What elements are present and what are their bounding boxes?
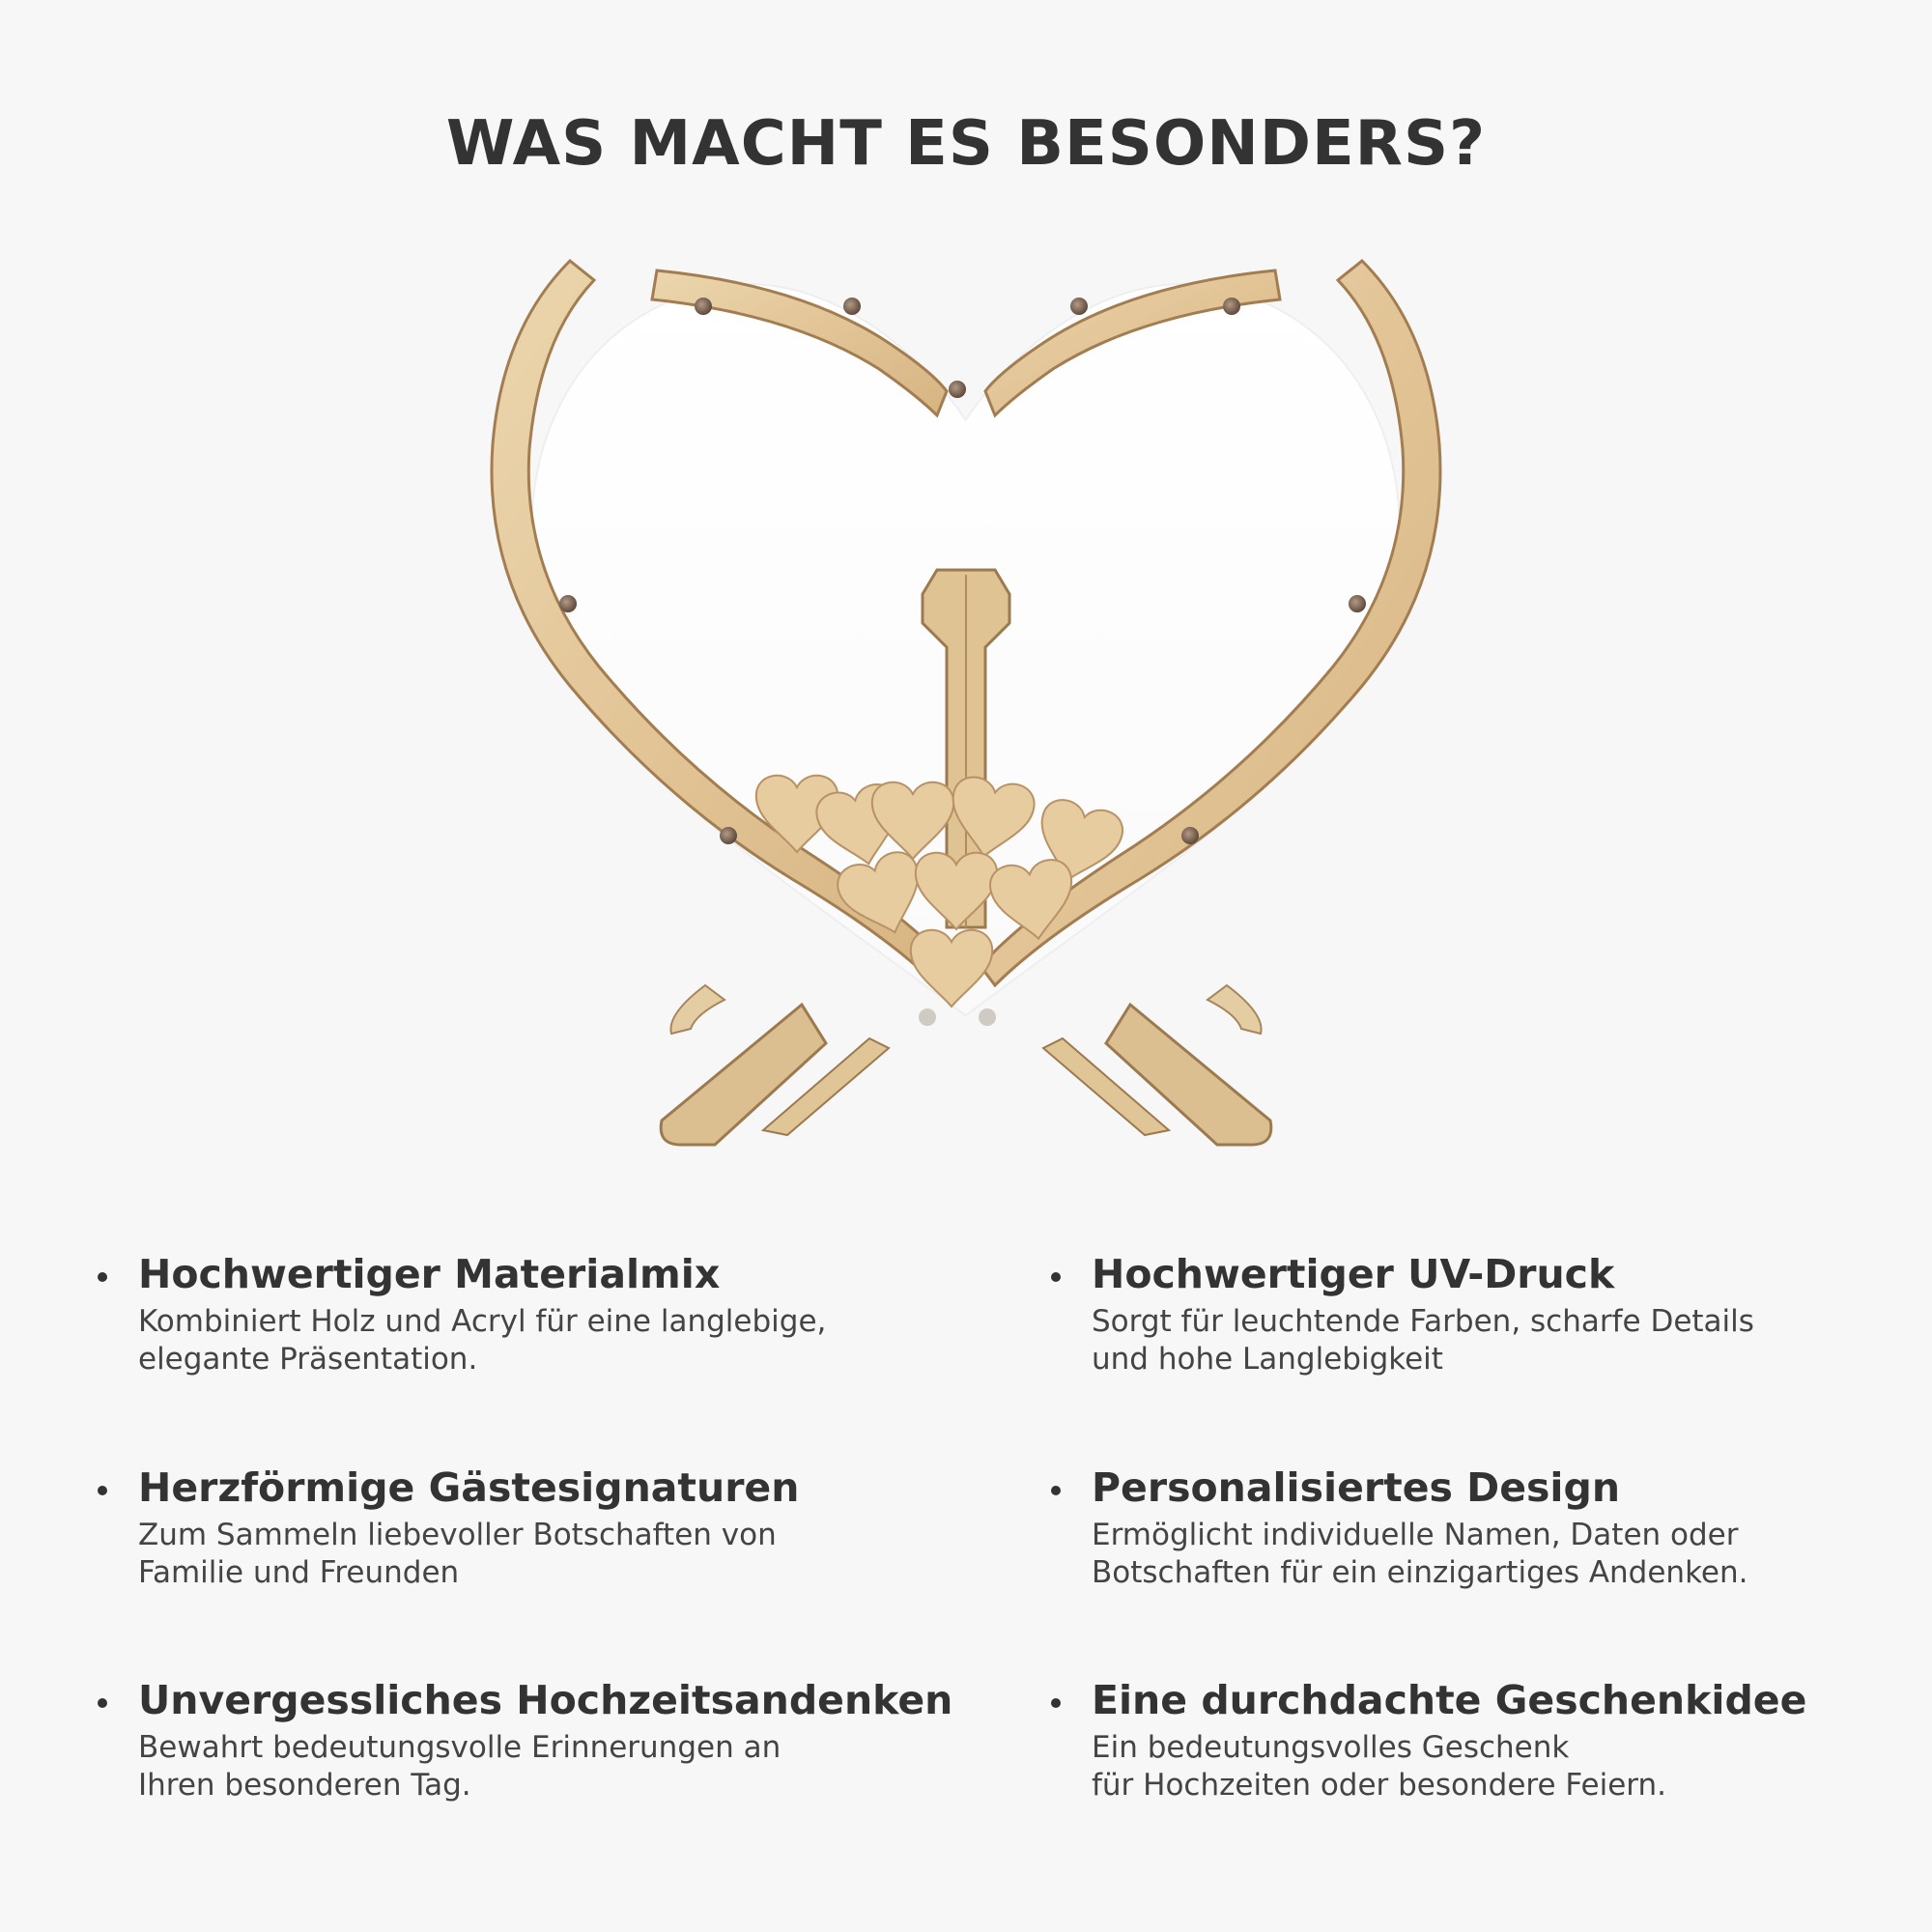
bullet-icon bbox=[1051, 1486, 1061, 1495]
feature-item bbox=[1092, 1464, 1922, 1592]
feature-item bbox=[1092, 1251, 1922, 1378]
feature-title: Hochwertiger UV-Druck bbox=[1092, 1251, 1615, 1297]
bullet-icon bbox=[1051, 1272, 1061, 1282]
bullet-icon bbox=[98, 1698, 107, 1708]
feature-description: Ein bedeutungsvolles Geschenk für Hochzeiten oder besondere Feiern. bbox=[1092, 1730, 1666, 1803]
feature-description: Sorgt für leuchtende Farben, scharfe Details und hohe Langlebigkeit bbox=[1092, 1304, 1754, 1377]
feature-title: Unvergessliches Hochzeitsandenken bbox=[138, 1677, 953, 1723]
feature-description: Bewahrt bedeutungsvolle Erinnerungen an Ihren besonderen Tag. bbox=[138, 1730, 781, 1803]
feature-item bbox=[1092, 1677, 1922, 1804]
wooden-heart-guestbook-image bbox=[483, 251, 1449, 1179]
feature-item bbox=[138, 1464, 969, 1592]
feature-description: Zum Sammeln liebevoller Botschaften von Familie und Freunden bbox=[138, 1518, 777, 1590]
feature-title: Hochwertiger Materialmix bbox=[138, 1251, 721, 1297]
bullet-icon bbox=[98, 1272, 107, 1282]
page-title: WAS MACHT ES BESONDERS? bbox=[445, 108, 1487, 180]
feature-title: Herzförmige Gästesignaturen bbox=[138, 1464, 800, 1511]
bullet-icon bbox=[1051, 1698, 1061, 1708]
feature-title: Personalisiertes Design bbox=[1092, 1464, 1621, 1511]
feature-item bbox=[138, 1251, 969, 1378]
feature-title: Eine durchdachte Geschenkidee bbox=[1092, 1677, 1807, 1723]
feature-item bbox=[138, 1677, 969, 1804]
feature-description: Ermöglicht individuelle Namen, Daten oder Botschaften für ein einzigartiges Andenken. bbox=[1092, 1518, 1748, 1590]
feature-description: Kombiniert Holz und Acryl für eine langlebige, elegante Präsentation. bbox=[138, 1304, 827, 1377]
bullet-icon bbox=[98, 1486, 107, 1495]
